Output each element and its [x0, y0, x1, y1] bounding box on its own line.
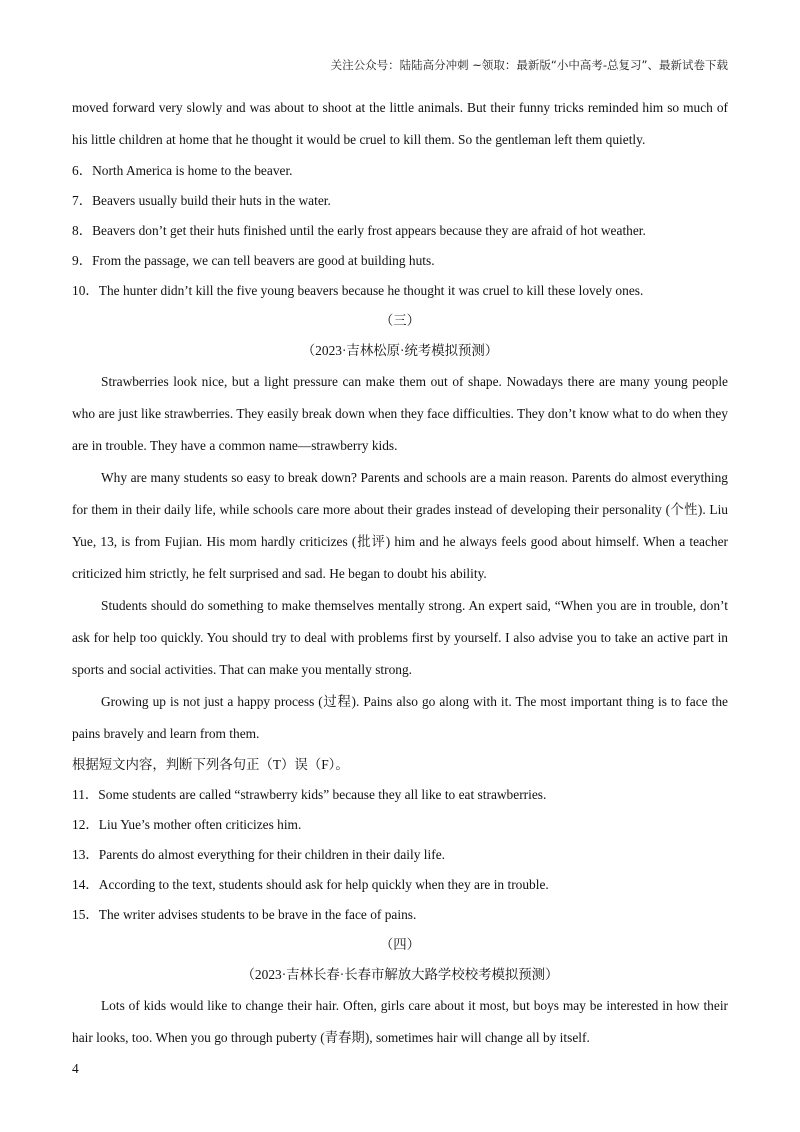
question-number: 6． [72, 163, 93, 178]
question-number: 13． [72, 847, 99, 862]
question-item [72, 780, 728, 810]
question-number: 12． [72, 817, 99, 832]
question-number: 7． [72, 193, 93, 208]
document-body [72, 92, 728, 1054]
section-source: （2023·吉林长春·长春市解放大路学校校考模拟预测） [241, 967, 559, 982]
question-text: The writer advises students to be brave in the face of pains. [98, 907, 417, 922]
question-number: 15． [72, 907, 99, 922]
passage-paragraph: Students should do something to make themselves mentally strong. An expert said, “When you are in trouble, don’t ask for help too quickly. You should try to deal with problems first by yourself. I also advise you to take an active part in sports and social activities. That can make you mentally strong. [72, 598, 728, 677]
question-item [72, 156, 728, 186]
question-text: The hunter didn’t kill the five young beavers because he thought it was cruel to kill these lovely ones. [98, 283, 644, 298]
question-number: 14． [72, 877, 99, 892]
question-number: 8． [72, 223, 93, 238]
question-text: From the passage, we can tell beavers are good at building huts. [92, 253, 435, 268]
question-item [72, 900, 728, 930]
section-heading: （三） [379, 313, 421, 328]
question-text: Beavers don’t get their huts finished until the early frost appears because they are afraid of hot weather. [92, 223, 646, 238]
question-text: North America is home to the beaver. [92, 163, 293, 178]
question-number: 11． [72, 787, 99, 802]
question-list-section2 [72, 156, 728, 306]
question-item [72, 870, 728, 900]
passage-paragraph: Growing up is not just a happy process (过程). Pains also go along with it. The most important thing is to face the pains bravely and learn from them. [72, 694, 728, 741]
section-source: （2023·吉林松原·统考模拟预测） [301, 343, 499, 358]
passage-paragraph: Strawberries look nice, but a light pressure can make them out of shape. Nowadays there are many young people who are just like strawberries. They easily break down when they face difficulties. They don’t know what to do when they are in trouble. They have a common name—strawberry kids. [72, 374, 728, 453]
passage-continuation: moved forward very slowly and was about to shoot at the little animals. But their funny tricks reminded him so much of his little children at home that he thought it would be cruel to kill them. So the gentleman left them quietly. [72, 100, 728, 147]
page-header: 关注公众号：陆陆高分冲刺 ~领取：最新版“小中高考-总复习”、最新试卷下载 [330, 58, 728, 72]
question-item [72, 810, 728, 840]
section-heading: （四） [379, 937, 421, 952]
question-text: Some students are called “strawberry kids” because they all like to eat strawberries. [98, 787, 547, 802]
question-item [72, 216, 728, 246]
question-text: Parents do almost everything for their children in their daily life. [98, 847, 445, 862]
passage-paragraph: Why are many students so easy to break down? Parents and schools are a main reason. Parents do almost everything for them in their daily life, while schools care more about their grades instead of developing their personality (个性). Liu Yue, 13, is from Fujian. His mom hardly criticizes (批评) him and he always feels good about himself. When a teacher criticized him strictly, he felt surprised and sad. He began to doubt his ability. [72, 470, 728, 581]
question-text: Beavers usually build their huts in the water. [92, 193, 331, 208]
question-item [72, 246, 728, 276]
question-list-section3 [72, 780, 728, 930]
instruction-text: 根据短文内容，判断下列各句正（T）误（F）。 [72, 757, 349, 772]
question-item [72, 186, 728, 216]
page-number: 4 [72, 1061, 79, 1076]
question-item [72, 276, 728, 306]
question-text: Liu Yue’s mother often criticizes him. [98, 817, 302, 832]
question-number: 9． [72, 253, 93, 268]
question-item [72, 840, 728, 870]
question-number: 10． [72, 283, 99, 298]
question-text: According to the text, students should ask for help quickly when they are in trouble. [98, 877, 549, 892]
passage-paragraph: Lots of kids would like to change their hair. Often, girls care about it most, but boys may be interested in how their hair looks, too. When you go through puberty (青春期), sometimes hair will change all by itself. [72, 998, 728, 1045]
